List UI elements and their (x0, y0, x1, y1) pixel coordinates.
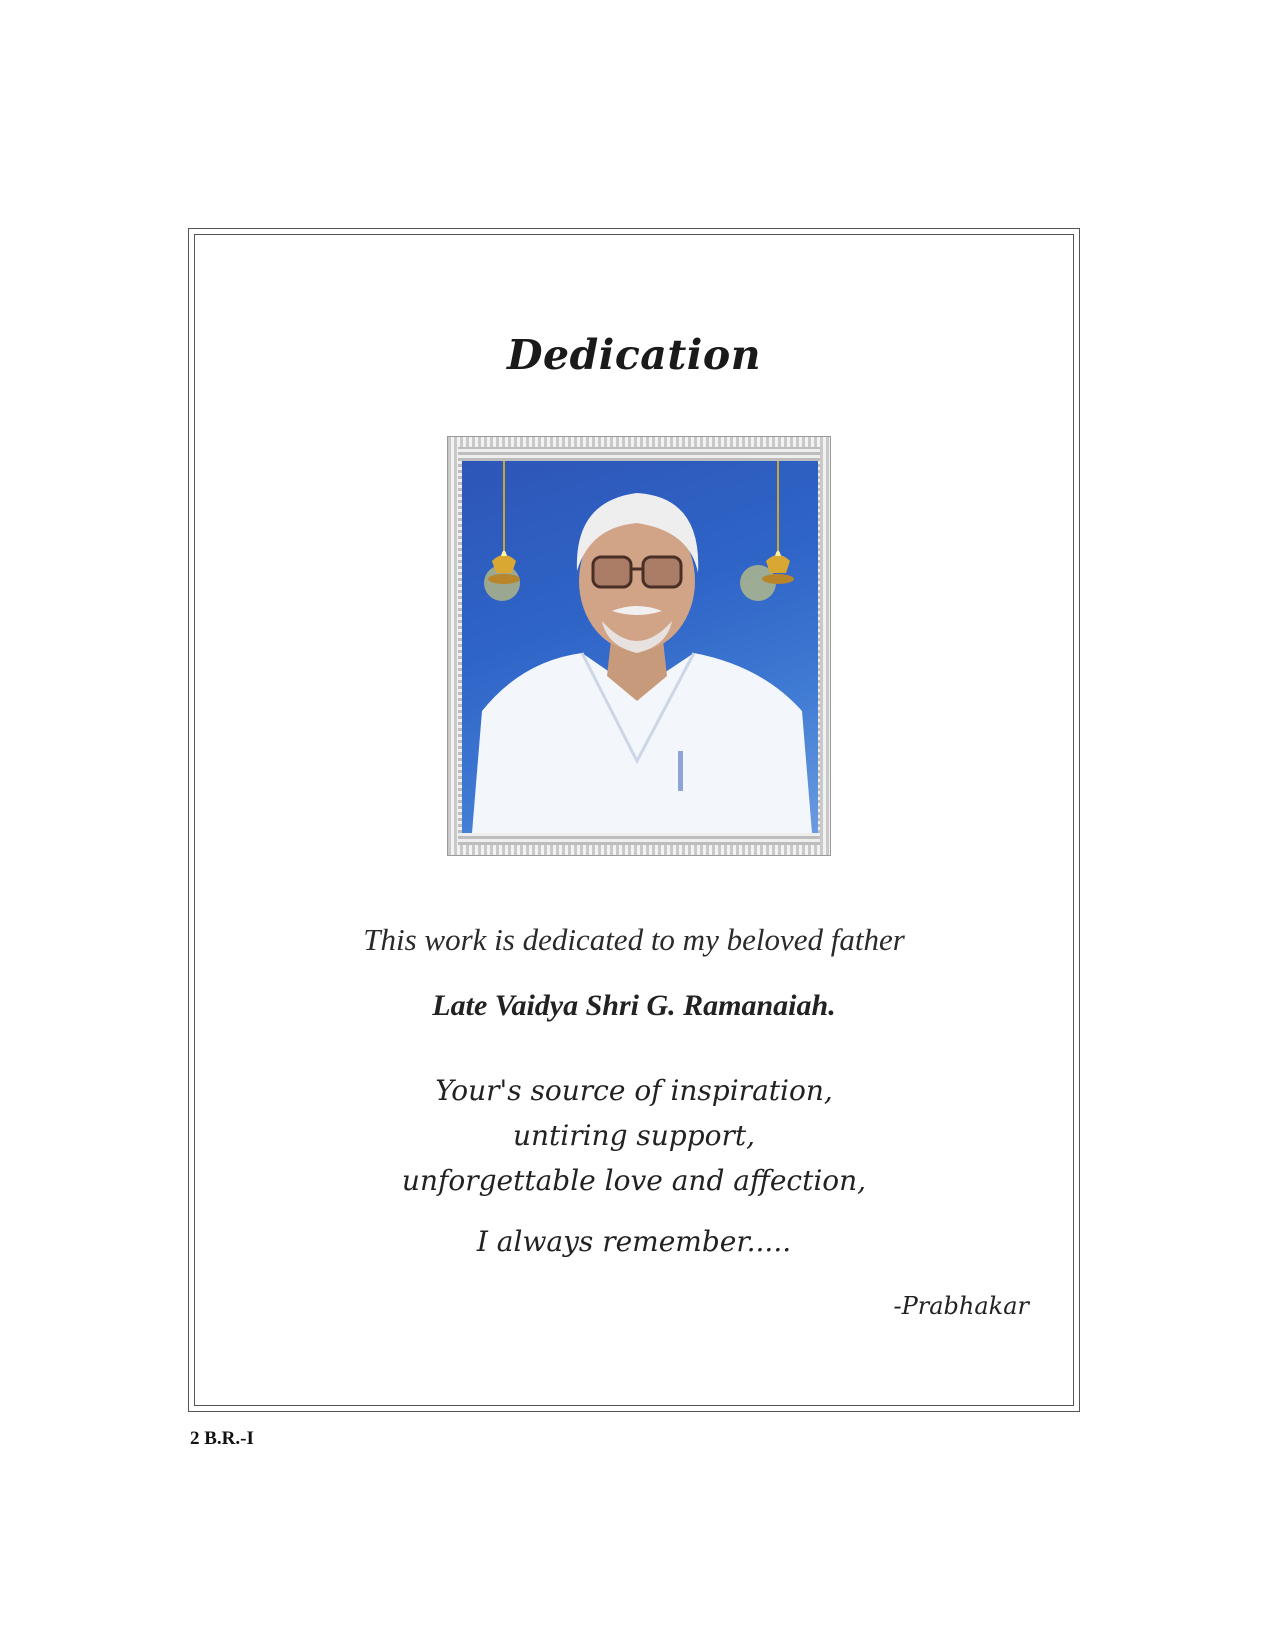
portrait-illustration (462, 461, 818, 833)
oil-lamp-left-icon (488, 551, 520, 585)
portrait-photo (462, 461, 818, 833)
pen (678, 751, 683, 791)
dedication-line: This work is dedicated to my beloved father (363, 922, 905, 957)
page-label: 2 B.R.-I (190, 1428, 254, 1449)
page-title: Dedication (506, 331, 762, 379)
signature: -Prabhakar (893, 1292, 1029, 1320)
verse-line: untiring support, (512, 1119, 756, 1152)
verse-line: unforgettable love and affection, (401, 1164, 867, 1197)
verse-line: I always remember..... (476, 1225, 792, 1258)
verse-line: Your's source of inspiration, (435, 1074, 833, 1107)
photo-frame (447, 436, 831, 856)
oil-lamp-right-icon (762, 551, 794, 585)
honoree-name: Late Vaidya Shri G. Ramanaiah. (432, 989, 836, 1022)
page-border (188, 228, 1080, 1412)
